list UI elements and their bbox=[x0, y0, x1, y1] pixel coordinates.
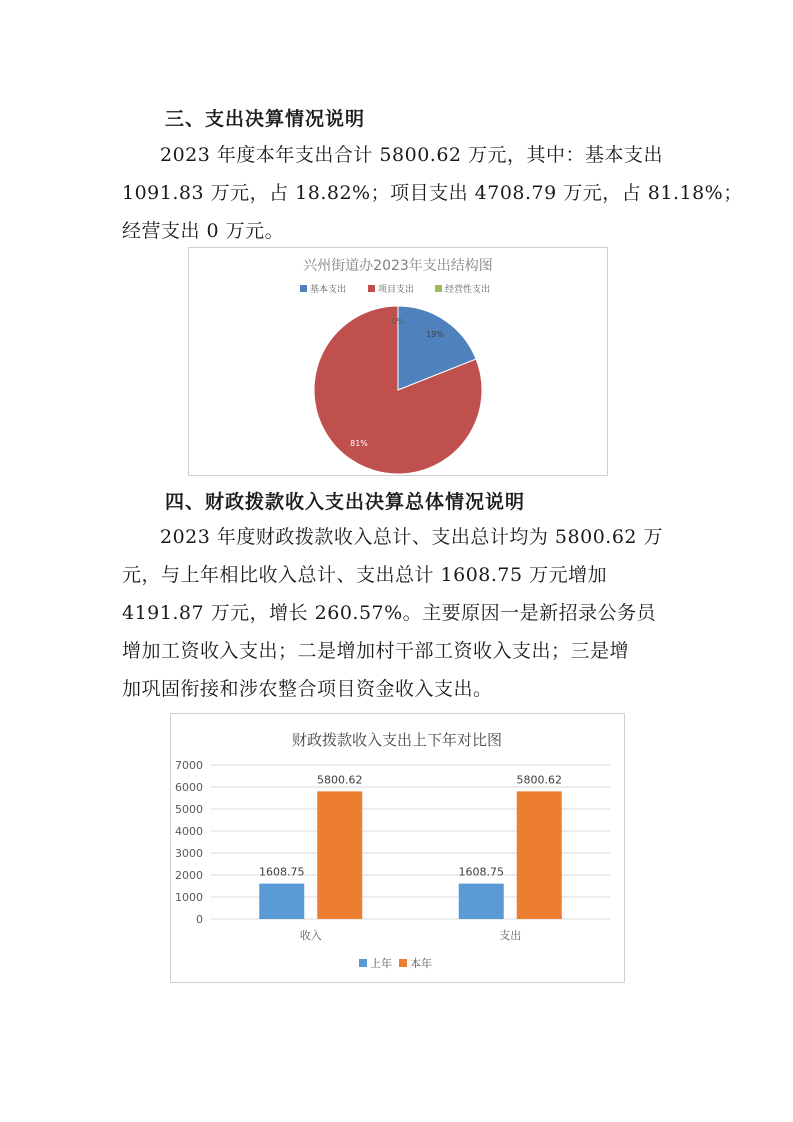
bar-this-year bbox=[317, 791, 362, 919]
y-tick-label: 1000 bbox=[175, 891, 203, 904]
paragraph-line: 2023 年度财政拨款收入总计、支出总计均为 5800.62 万 bbox=[160, 526, 664, 548]
x-category-label: 支出 bbox=[499, 929, 522, 942]
bar-data-label: 1608.75 bbox=[259, 865, 305, 879]
pie-legend bbox=[300, 283, 490, 295]
y-tick-label: 4000 bbox=[175, 825, 203, 838]
paragraph-line: 1091.83 万元，占 18.82%；项目支出 4708.79 万元，占 81.18%； bbox=[122, 182, 743, 204]
bar-last-year bbox=[459, 884, 504, 919]
legend-swatch-this-year bbox=[399, 959, 407, 967]
pie-label-project: 81% bbox=[350, 439, 368, 448]
legend-label-this-year: 本年 bbox=[410, 957, 432, 970]
paragraph-line: 4191.87 万元，增长 260.57%。主要原因一是新招录公务员 bbox=[122, 602, 657, 624]
x-category-label: 收入 bbox=[299, 929, 322, 942]
y-tick-label: 3000 bbox=[175, 847, 203, 860]
bar-chart-title: 财政拨款收入支出上下年对比图 bbox=[291, 731, 503, 749]
y-tick-label: 2000 bbox=[175, 869, 203, 882]
paragraph-line: 增加工资收入支出；二是增加村干部工资收入支出；三是增 bbox=[122, 640, 630, 662]
y-tick-label: 0 bbox=[196, 913, 203, 926]
paragraph-line: 元，与上年相比收入总计、支出总计 1608.75 万元增加 bbox=[122, 564, 608, 586]
pie-label-operating: 0% bbox=[391, 317, 405, 326]
y-tick-label: 7000 bbox=[175, 759, 203, 772]
bar-data-label: 5800.62 bbox=[317, 773, 363, 787]
legend-swatch-basic bbox=[300, 285, 307, 292]
paragraph-line: 加巩固衔接和涉农整合项目资金收入支出。 bbox=[122, 678, 493, 700]
legend-swatch-last-year bbox=[359, 959, 367, 967]
bar-data-label: 1608.75 bbox=[458, 865, 504, 879]
bar-this-year bbox=[517, 791, 562, 919]
paragraph-line: 2023 年度本年支出合计 5800.62 万元，其中：基本支出 bbox=[160, 144, 664, 166]
y-tick-label: 6000 bbox=[175, 781, 203, 794]
y-tick-label: 5000 bbox=[175, 803, 203, 816]
pie-chart bbox=[189, 248, 607, 475]
legend-label-project: 项目支出 bbox=[378, 285, 415, 295]
legend-label-operating: 经营性支出 bbox=[445, 285, 491, 295]
bar-chart-container bbox=[170, 713, 625, 983]
pie-chart-title: 兴州街道办2023年支出结构图 bbox=[303, 258, 493, 274]
section-heading-expenditure: 三、支出决算情况说明 bbox=[165, 108, 366, 130]
bar-legend bbox=[359, 956, 432, 970]
bar-x-axis bbox=[300, 928, 522, 942]
pie-label-basic: 19% bbox=[426, 330, 444, 339]
bar-y-axis bbox=[175, 759, 203, 926]
legend-label-basic: 基本支出 bbox=[310, 285, 347, 295]
legend-swatch-operating bbox=[435, 285, 442, 292]
pie-slices bbox=[314, 306, 482, 474]
legend-label-last-year: 上年 bbox=[370, 957, 392, 970]
paragraph-expenditure bbox=[122, 136, 743, 250]
legend-swatch-project bbox=[368, 285, 375, 292]
bar-chart bbox=[171, 714, 624, 982]
section-heading-fiscal: 四、财政拨款收入支出决算总体情况说明 bbox=[165, 491, 526, 513]
paragraph-fiscal bbox=[122, 518, 682, 708]
bar-data-label: 5800.62 bbox=[516, 773, 562, 787]
bar-last-year bbox=[259, 884, 304, 919]
paragraph-line: 经营支出 0 万元。 bbox=[122, 220, 285, 242]
pie-chart-container bbox=[188, 247, 608, 476]
